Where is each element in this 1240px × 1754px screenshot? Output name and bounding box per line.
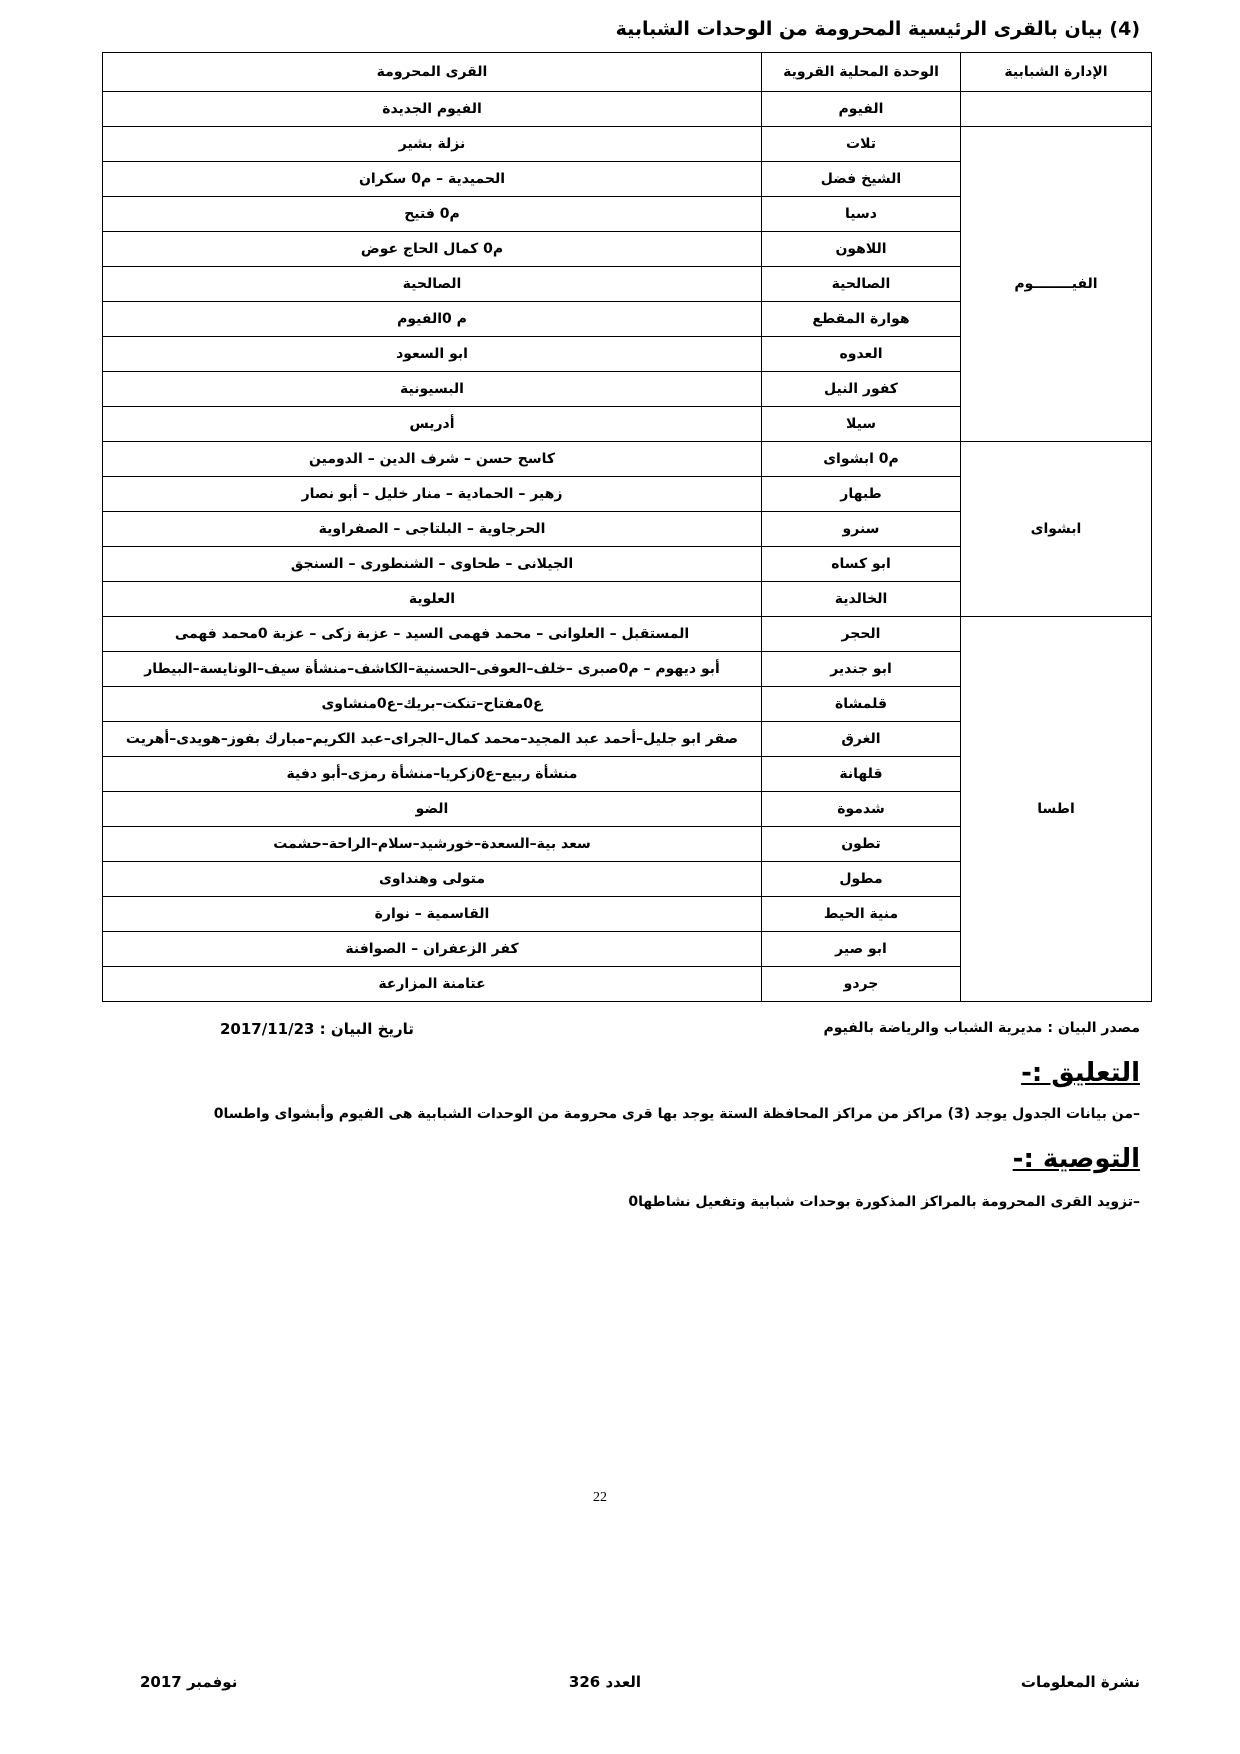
villages-cell: صقر ابو جليل–أحمد عبد المجيد–محمد كمال–الجراى–عبد الكريم–مبارك بفوز–هويدى–أهريت bbox=[103, 722, 762, 757]
villages-cell: البسيونية bbox=[103, 372, 762, 407]
unit-cell: قلهانة bbox=[762, 757, 961, 792]
data-source: مصدر البيان : مديرية الشباب والرياضة بالفيوم bbox=[823, 1020, 1140, 1036]
comment-text: –من بيانات الجدول يوجد (3) مراكز من مراكز المحافظة الستة يوجد بها قرى محرومة من الوحدات الشبابية هى الفيوم وأبشواى واطسا0 bbox=[213, 1106, 1140, 1122]
admin-cell: الفيــــــــوم bbox=[961, 127, 1152, 442]
unit-cell: ابو جندير bbox=[762, 652, 961, 687]
villages-cell: الحرجاوية – البلتاجى – الصفراوية bbox=[103, 512, 762, 547]
unit-cell: م0 ابشواى bbox=[762, 442, 961, 477]
data-date: تاريخ البيان : 2017/11/23 bbox=[220, 1020, 414, 1038]
villages-cell: الحميدية – م0 سكران bbox=[103, 162, 762, 197]
unit-cell: هوارة المقطع bbox=[762, 302, 961, 337]
villages-cell: أبو ديهوم – م0صبرى –خلف–العوفى–الحسنية–الكاشف–منشأة سيف–الونايسة–البيطار bbox=[103, 652, 762, 687]
unit-cell: كفور النيل bbox=[762, 372, 961, 407]
villages-cell: العلوية bbox=[103, 582, 762, 617]
deprived-villages-table bbox=[102, 52, 1152, 1002]
villages-cell: زهير – الحمادية – منار خليل – أبو نصار bbox=[103, 477, 762, 512]
table-body bbox=[103, 92, 1152, 1002]
villages-cell: منشأة ربيع–ع0زكريا–منشأة رمزى–أبو دفية bbox=[103, 757, 762, 792]
table-header-row bbox=[103, 53, 1152, 92]
villages-cell: ع0مفتاح–تنكت–بريك–ع0منشاوى bbox=[103, 687, 762, 722]
villages-cell: كاسح حسن – شرف الدين – الدومين bbox=[103, 442, 762, 477]
table-row bbox=[103, 127, 1152, 162]
recommendation-text: –تزويد القرى المحرومة بالمراكز المذكورة بوحدات شبابية وتفعيل نشاطها0 bbox=[628, 1194, 1140, 1210]
unit-cell: طبهار bbox=[762, 477, 961, 512]
villages-cell: م0 كمال الحاج عوض bbox=[103, 232, 762, 267]
unit-cell: الشيخ فضل bbox=[762, 162, 961, 197]
header-unit: الوحدة المحلية القروية bbox=[762, 53, 961, 92]
villages-cell: سعد بية–السعدة–خورشيد–سلام–الراحة–حشمت bbox=[103, 827, 762, 862]
villages-cell: متولى وهنداوى bbox=[103, 862, 762, 897]
unit-cell: الصالحية bbox=[762, 267, 961, 302]
unit-cell: اللاهون bbox=[762, 232, 961, 267]
villages-cell: الجيلانى – طحاوى – الشنطورى – السنجق bbox=[103, 547, 762, 582]
header-villages: القرى المحرومة bbox=[103, 53, 762, 92]
villages-cell: القاسمية – نوارة bbox=[103, 897, 762, 932]
table-row bbox=[103, 92, 1152, 127]
page-number: 22 bbox=[593, 1490, 607, 1505]
unit-cell: الخالدية bbox=[762, 582, 961, 617]
villages-cell: م 0الفيوم bbox=[103, 302, 762, 337]
villages-cell: المستقبل – العلوانى – محمد فهمى السيد – عزبة زكى – عزبة 0محمد فهمى bbox=[103, 617, 762, 652]
table-row bbox=[103, 617, 1152, 652]
unit-cell: منية الحيط bbox=[762, 897, 961, 932]
unit-cell: العدوه bbox=[762, 337, 961, 372]
footer-publication: نشرة المعلومات bbox=[1020, 1673, 1140, 1691]
unit-cell: تطون bbox=[762, 827, 961, 862]
unit-cell: ابو صير bbox=[762, 932, 961, 967]
admin-cell: ابشواى bbox=[961, 442, 1152, 617]
table-row bbox=[103, 442, 1152, 477]
villages-cell: كفر الزعفران – الصوافنة bbox=[103, 932, 762, 967]
villages-cell: الضو bbox=[103, 792, 762, 827]
footer-issue: العدد 326 bbox=[568, 1673, 642, 1691]
villages-cell: ابو السعود bbox=[103, 337, 762, 372]
comment-heading: التعليق :- bbox=[1021, 1058, 1140, 1088]
villages-cell: الصالحية bbox=[103, 267, 762, 302]
footer-date: نوفمبر 2017 bbox=[140, 1673, 238, 1691]
unit-cell: تلات bbox=[762, 127, 961, 162]
unit-cell: شدموة bbox=[762, 792, 961, 827]
villages-cell: الفيوم الجديدة bbox=[103, 92, 762, 127]
header-admin: الإدارة الشبابية bbox=[961, 53, 1152, 92]
villages-cell: نزلة بشير bbox=[103, 127, 762, 162]
unit-cell: الفيوم bbox=[762, 92, 961, 127]
unit-cell: مطول bbox=[762, 862, 961, 897]
unit-cell: الغرق bbox=[762, 722, 961, 757]
unit-cell: جردو bbox=[762, 967, 961, 1002]
unit-cell: سيلا bbox=[762, 407, 961, 442]
admin-cell bbox=[961, 92, 1152, 127]
recommendation-heading: التوصية :- bbox=[1012, 1144, 1140, 1174]
unit-cell: سنرو bbox=[762, 512, 961, 547]
unit-cell: ابو كساه bbox=[762, 547, 961, 582]
unit-cell: دسيا bbox=[762, 197, 961, 232]
unit-cell: الحجر bbox=[762, 617, 961, 652]
villages-cell: أدريس bbox=[103, 407, 762, 442]
villages-cell: عتامنة المزارعة bbox=[103, 967, 762, 1002]
unit-cell: قلمشاة bbox=[762, 687, 961, 722]
page-title: (4) بيان بالقرى الرئيسية المحرومة من الوحدات الشبابية bbox=[615, 18, 1140, 40]
admin-cell: اطسا bbox=[961, 617, 1152, 1002]
villages-cell: م0 فتيح bbox=[103, 197, 762, 232]
